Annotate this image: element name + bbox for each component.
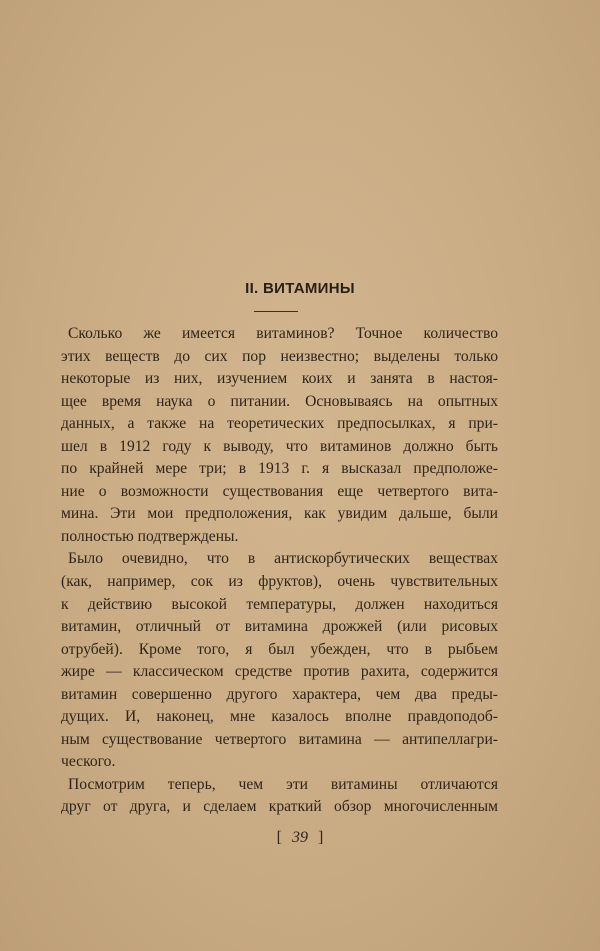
text-line: ние о возможности существования еще четвертого вита- (61, 482, 498, 500)
text-line: этих веществ до сих пор неизвестно; выделены только (61, 347, 498, 365)
text-line: друг от друга, и сделаем краткий обзор многочисленным (61, 798, 498, 816)
text-line: витамин, отличный от витамина дрожжей (или рисовых (61, 618, 498, 636)
text-line: некоторые из них, изучением коих и занята в настоя- (61, 370, 498, 388)
bracket-right: ] (318, 829, 324, 846)
text-line: ным существование четвертого витамина — антипеллагри- (61, 730, 498, 748)
chapter-title: II. ВИТАМИНЫ (245, 280, 355, 297)
paragraph (61, 548, 498, 773)
paragraph (61, 774, 498, 819)
text-line: к действию высокой температуры, должен находиться (61, 595, 498, 613)
text-line: Сколько же имеется витаминов? Точное количество (68, 325, 498, 342)
text-line: полностью подтверждены. (61, 527, 239, 545)
page-number-value: 39 (292, 829, 308, 846)
title-divider (254, 311, 298, 312)
text-line: по крайней мере три; в 1913 г. я высказал предположе- (61, 460, 498, 478)
text-line: дущих. И, наконец, мне казалось вполне правдоподоб- (61, 708, 498, 726)
text-line: (как, например, сок из фруктов), очень чувствительных (61, 573, 498, 591)
bracket-left: [ (276, 829, 282, 846)
text-line: отрубей). Кроме того, я был убежден, что в рыбьем (61, 640, 498, 658)
page-number (0, 829, 600, 847)
text-line: ческого. (61, 753, 116, 771)
paragraph (61, 323, 498, 548)
text-line: Было очевидно, что в антискорбутических веществах (68, 550, 498, 568)
text-line: витамин совершенно другого характера, чем два преды- (61, 685, 498, 703)
text-line: шел в 1912 году к выводу, что витаминов должно быть (61, 437, 498, 455)
text-line: щее время наука о питании. Основываясь на опытных (61, 392, 498, 410)
body-text (61, 323, 498, 819)
text-line: Посмотрим теперь, чем эти витамины отличаются (68, 775, 498, 793)
text-line: жире — классическом средстве против рахита, содержится (61, 663, 498, 681)
text-line: мина. Эти мои предположения, как увидим дальше, были (61, 505, 498, 523)
text-line: данных, а также на теоретических предпосылках, я при- (61, 415, 498, 433)
